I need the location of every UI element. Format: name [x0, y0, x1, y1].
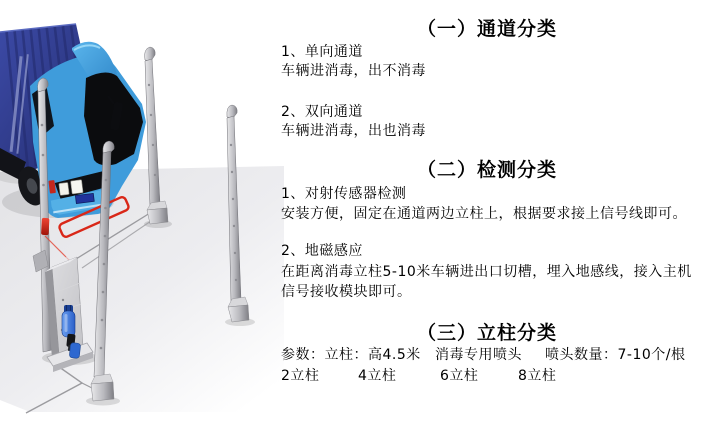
section-2-item-2-heading: 2、地磁感应 [281, 243, 363, 259]
text-column [281, 0, 693, 437]
variant-6-poles: 6立柱 [440, 368, 479, 384]
channel-illustration [0, 0, 290, 437]
variant-4-poles: 4立柱 [358, 368, 397, 384]
variant-2-poles: 2立柱 [281, 368, 320, 384]
param-nozzle-count: 喷头数量：7-10个/根 [545, 347, 686, 363]
section-1-item-1-heading: 1、单向通道 [281, 44, 363, 60]
section-2-item-1-heading: 1、对射传感器检测 [281, 186, 407, 202]
section-2-item-1-body: 安装方便，固定在通道两边立柱上，根据要求接上信号线即可。 [281, 206, 687, 222]
spray-bottle-small-icon [69, 343, 81, 359]
section-1-item-2-body: 车辆进消毒，出也消毒 [281, 123, 426, 139]
param-pole-height: 参数：立柱：高4.5米 [281, 347, 421, 363]
variant-8-poles: 8立柱 [518, 368, 557, 384]
section-2-title: （二）检测分类 [416, 159, 557, 181]
section-1-item-1-body: 车辆进消毒，出不消毒 [281, 63, 426, 79]
section-1-item-2-heading: 2、双向通道 [281, 104, 363, 120]
param-nozzle-type: 消毒专用喷头 [435, 347, 522, 363]
section-3-variants [281, 365, 693, 385]
section-1-title: （一）通道分类 [416, 18, 557, 40]
section-3-params [281, 344, 693, 364]
section-3-title: （三）立柱分类 [416, 322, 557, 344]
section-2-item-2-body: 在距离消毒立柱5-10米车辆进出口切槽，埋入地感线，接入主机信号接收模块即可。 [281, 264, 692, 300]
